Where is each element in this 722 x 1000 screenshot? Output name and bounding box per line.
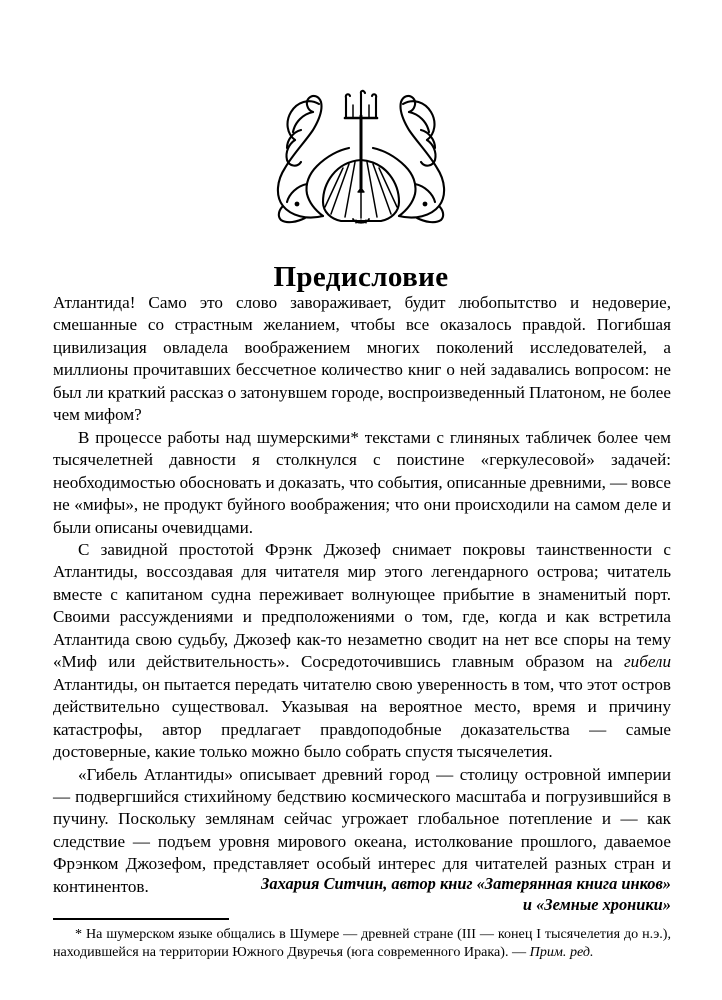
footnote-marker: * (75, 926, 83, 942)
paragraph-3-emphasis: гибели (624, 652, 671, 672)
footnote-attribution: Прим. ред. (529, 944, 594, 961)
footnote-text: На шумерском языке общались в Шумере — древней стране (III — конец I тысячелетия до н.э.), находившейся на территории Южного Двуречья (юга современного Ирака). — (53, 926, 671, 961)
signature-block (53, 873, 671, 915)
dolphins-trident-shell-icon (261, 88, 461, 230)
signature-line-2: и «Земные хроники» (522, 895, 671, 914)
paragraph-3 (53, 539, 671, 764)
body-text-block (53, 292, 671, 898)
footnote-separator (53, 918, 229, 920)
ornament-vignette-container (0, 88, 722, 230)
footnote-block (53, 925, 671, 962)
paragraph-2: В процессе работы над шумерскими* текстами с глиняных табличек более чем тысячелетней давности я столкнулся с поистине «геркулесовой» задачей: необходимостью обосновать и доказать, что события, описанные древними, — вовсе не «мифы», не продукт буйного воображения; что они происходили на самом деле и были описаны очевидцами. (53, 427, 671, 537)
paragraph-4: «Гибель Атлантиды» описывает древний город — столицу островной империи — подвергшийся стихийному бедствию космического масштаба и погрузившийся в пучину. Поскольку землянам сейчас угрожает глобальное потепление и — как следствие — подъем уровня мирового океана, истолкование прошлого, даваемое Фрэнком Джозефом, представляет особый интерес для читателей разных стран и континентов. (53, 764, 671, 896)
paragraph-1: Атлантида! Само это слово завораживает, будит любопытство и недоверие, смешанные со страстным желанием, чтобы все оказалось правдой. Погибшая цивилизация овладела воображением многих поколений исследователей, а миллионы прочитавших бессчетное количество книг о ней задавались вопросом: не был ли краткий рассказ о затонувшем городе, воспроизведенный Платоном, не более чем мифом? (53, 293, 671, 425)
page-title: Предисловие (273, 261, 449, 294)
paragraph-3-part-a: С завидной простотой Фрэнк Джозеф снимает покровы таинственности с Атлантиды, воссоздавая для читателя мир этого легендарного острова; читатель вместе с капитаном судна переживает волнующее прибытие в знаменитый порт. Своими рассуждениями и предположениями о том, где, когда и как встретила Атлантида свою судьбу, Джозеф как-то незаметно сводит на нет все споры на тему «Миф или действительность». Сосредоточившись главным образом на (53, 539, 671, 672)
paragraph-3-part-b: Атлантиды, он пытается передать читателю свою уверенность в том, что этот остров действительно существовал. Указывая на вероятное место, время и причину катастрофы, автор предлагает правдоподобные доказательства — самые достоверные, какие только можно было собрать спустя тысячелетия. (53, 674, 671, 762)
signature-line-1: Захария Ситчин, автор книг «Затерянная книга инков» (261, 874, 671, 893)
